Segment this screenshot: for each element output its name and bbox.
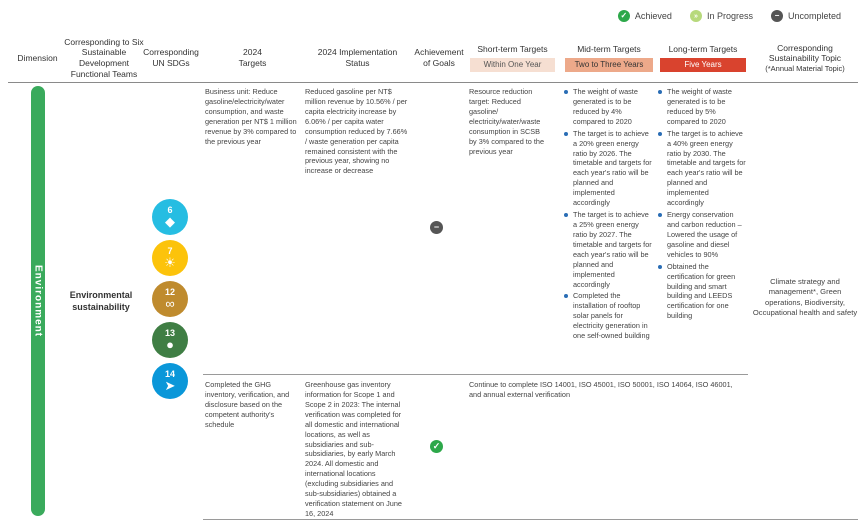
legend-uncompleted-label: Uncompleted (787, 11, 841, 21)
sdg-7-number: 7 (167, 246, 173, 256)
list-item: The weight of waste generated is to be reduced by 4% compared to 2020 (563, 87, 653, 127)
sdg-7-icon (152, 240, 188, 276)
sdg-13-icon (152, 322, 188, 358)
team-label: Environmental sustainability (69, 290, 133, 312)
sdg-14-icon (152, 363, 188, 399)
list-item: Energy conservation and carbon reduction – Lowered the usage of gasoline and diesel vehicles to 90% (657, 210, 747, 260)
sdg-12-number: 12 (164, 287, 175, 297)
sdg-14-number: 14 (164, 369, 175, 379)
list-item: The weight of waste generated is to be reduced by 5% compared to 2020 (657, 87, 747, 127)
legend (600, 10, 841, 22)
list-item: The target is to achieve a 20% green energy ratio by 2026. The timetable and targets for each year's ratio will be planned and implemented accordingly (563, 129, 653, 208)
fish-icon: ➤ (164, 378, 176, 393)
row1-2024-target: Business unit: Reduce gasoline/electricity/water consumption, and waste generation per NT$ 1 million revenue by 3% compared to the previous year (205, 87, 297, 146)
header-2024-implementation: 2024 Implementation Status (317, 47, 398, 68)
dimension-label: Environment (32, 264, 44, 338)
header-dimension: Dimension (17, 52, 58, 63)
row1-implementation: Reduced gasoline per NT$ million revenue by 10.56% / per capita electricity increase by 6.06% / per capita water consumption reduced by 7.66% / waste generation per capita remained consistent with the previous year, showing no increase or decrease (305, 87, 408, 176)
achieved-status-icon: ✓ (430, 440, 443, 453)
legend-achieved (618, 10, 672, 22)
header-long-term-pill: Five Years (660, 58, 746, 72)
legend-in-progress (690, 10, 753, 22)
check-icon: ✓ (618, 10, 630, 22)
row2-2024-target: Completed the GHG inventory, verification, and disclosure based on the competent authority's schedule (205, 380, 290, 429)
list-item: Obtained the certification for green building and smart building and LEEDS certification for one building (657, 262, 747, 322)
header-short-term (470, 36, 555, 80)
sdg-6-icon (152, 199, 188, 235)
header-short-term-pill: Within One Year (470, 58, 555, 72)
infinity-icon: ∞ (165, 296, 175, 311)
legend-in-progress-label: In Progress (706, 11, 753, 21)
header-short-term-label: Short-term Targets (477, 44, 548, 55)
sun-icon: ☀ (164, 255, 176, 270)
uncompleted-status-icon: − (430, 221, 443, 234)
row1-short-term: Resource reduction target: Reduced gasoline/ electricity/water/waste consumption in SCSB by 3% compared to the previous year (469, 87, 545, 156)
header-topic-note: (*Annual Material Topic) (765, 63, 845, 73)
legend-uncompleted (771, 10, 841, 22)
water-drop-icon: ◆ (165, 214, 175, 229)
row2-combined-targets: Continue to complete ISO 14001, ISO 45001, ISO 50001, ISO 14064, ISO 46001, and annual external verification (469, 380, 733, 399)
header-sdgs: Corresponding UN SDGs (143, 47, 199, 68)
header-topic (752, 36, 858, 80)
header-teams: Corresponding to Six Sustainable Development Functional Teams (64, 36, 144, 79)
row-divider (203, 374, 748, 375)
sdg-12-icon (152, 281, 188, 317)
dimension-environment-bar (31, 86, 45, 516)
list-item: Completed the installation of rooftop solar panels for electricity generation in one self-owned building (563, 291, 653, 341)
legend-achieved-label: Achieved (634, 11, 672, 21)
row1-long-term-list (657, 87, 747, 323)
list-item: The target is to achieve a 40% green energy ratio by 2030. The timetable and targets for each year's ratio will be planned and implemented accordingly (657, 129, 747, 208)
sustainability-topic: Climate strategy and management*, Green operations, Biodiversity, Occupational health and safety (752, 277, 858, 317)
list-item: The target is to achieve a 25% green energy ratio by 2027. The timetable and targets for each year's ratio will be planned and implemented accordingly (563, 210, 653, 289)
sdg-6-number: 6 (167, 205, 173, 215)
header-2024-targets (215, 36, 290, 80)
header-long-term (660, 36, 746, 80)
table-bottom-line (203, 519, 858, 520)
header-mid-term (565, 36, 653, 80)
earth-eye-icon: ● (166, 337, 174, 352)
fast-forward-icon: » (690, 10, 702, 22)
header-2024-targets-text: 2024 Targets (238, 47, 267, 68)
header-mid-term-pill: Two to Three Years (565, 58, 653, 72)
row1-mid-term-list (563, 87, 653, 343)
row2-implementation: Greenhouse gas inventory information for Scope 1 and Scope 2 in 2023: The internal verification was completed for all domestic and international locations, as well as subsidiaries and sub-subsidiaries, by early March 2024. All domestic and international locations (excluding subsidiaries and sub-subsidiaries) obtained a verification statement on June 16, 2024 (305, 380, 402, 518)
header-topic-label: Corresponding Sustainability Topic (768, 42, 842, 64)
sdg-13-number: 13 (164, 328, 175, 338)
header-long-term-label: Long-term Targets (668, 44, 738, 55)
header-divider (8, 82, 858, 83)
header-achievement: Achievement of Goals (414, 47, 464, 68)
minus-icon: − (771, 10, 783, 22)
header-mid-term-label: Mid-term Targets (577, 44, 641, 55)
